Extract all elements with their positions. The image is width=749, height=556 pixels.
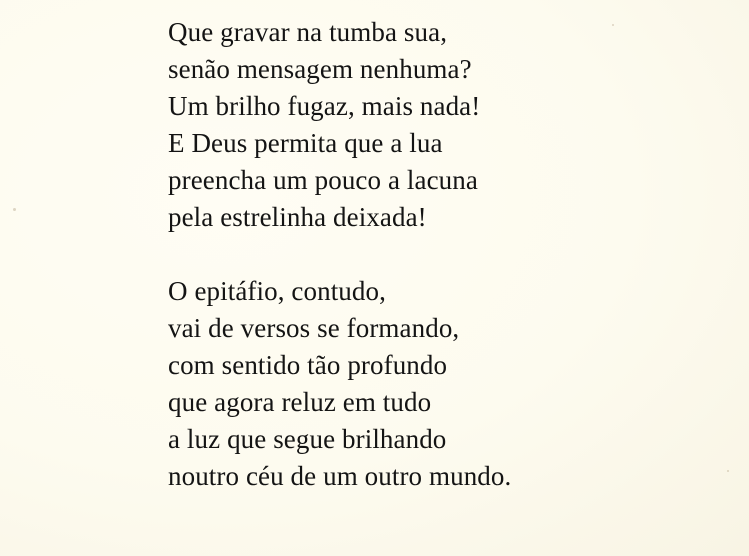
poem-line: com sentido tão profundo <box>168 350 448 380</box>
poem-line: noutro céu de um outro mundo. <box>168 461 512 491</box>
poem-line: senão mensagem nenhuma? <box>168 54 472 84</box>
poem-line: que agora reluz em tudo <box>168 387 432 417</box>
paper-speck-icon <box>13 208 16 211</box>
poem-line: vai de versos se formando, <box>168 313 460 343</box>
poem-stanza <box>168 273 729 495</box>
poem-line: a luz que segue brilhando <box>168 424 447 454</box>
poem-stanza <box>168 14 729 236</box>
poem-line: Um brilho fugaz, mais nada! <box>168 91 481 121</box>
poem-line: pela estrelinha deixada! <box>168 202 427 232</box>
poem-line: E Deus permita que a lua <box>168 128 443 158</box>
poem-line: O epitáfio, contudo, <box>168 276 386 306</box>
poem-body <box>168 14 729 495</box>
poem-line: Que gravar na tumba sua, <box>168 17 448 47</box>
poem-line: preencha um pouco a lacuna <box>168 165 478 195</box>
